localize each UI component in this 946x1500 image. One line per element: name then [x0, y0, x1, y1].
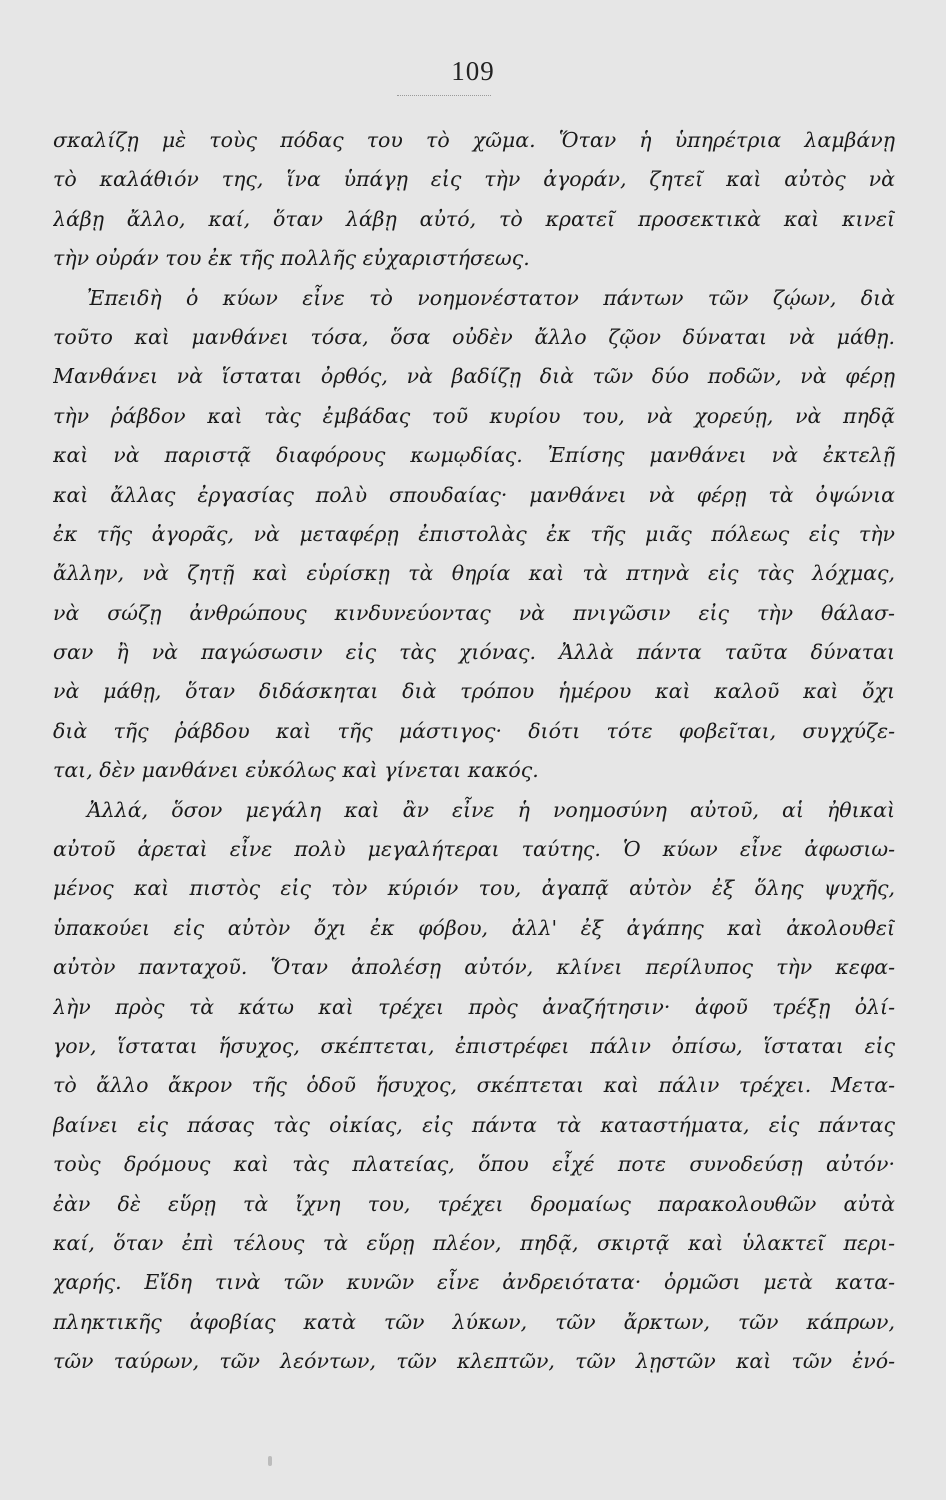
page-number: 109	[451, 56, 495, 86]
print-speck	[268, 1456, 272, 1466]
text-line: λὴν πρὸς τὰ κάτω καὶ τρέχει πρὸς ἀναζήτησιν· ἀφοῦ τρέξῃ ὀλί-	[53, 994, 895, 1019]
text-line: τὸ ἄλλο ἄκρον τῆς ὁδοῦ ἥσυχος, σκέπτεται καὶ πάλιν τρέχει. Μετα-	[53, 1073, 895, 1098]
text-line: ἄλλην, νὰ ζητῇ καὶ εὑρίσκῃ τὰ θηρία καὶ τὰ πτηνὰ εἰς τὰς λόχμας,	[53, 561, 895, 586]
text-line: νὰ μάθῃ, ὅταν διδάσκηται διὰ τρόπου ἡμέρου καὶ καλοῦ καὶ ὄχι	[53, 679, 895, 704]
text-line: τὴν ῥάβδον καὶ τὰς ἐμβάδας τοῦ κυρίου του, νὰ χορεύῃ, νὰ πηδᾷ	[53, 403, 895, 428]
text-line: ται, δὲν μανθάνει εὐκόλως καὶ γίνεται κακός.	[53, 758, 539, 783]
text-line: ἐκ τῆς ἀγορᾶς, νὰ μεταφέρῃ ἐπιστολὰς ἐκ τῆς μιᾶς πόλεως εἰς τὴν	[53, 521, 895, 546]
body-text	[53, 121, 895, 1382]
text-line: μένος καὶ πιστὸς εἰς τὸν κύριόν του, ἀγαπᾷ αὐτὸν ἐξ ὅλης ψυχῆς,	[53, 876, 895, 901]
text-line: σαν ἢ νὰ παγώσωσιν εἰς τὰς χιόνας. Ἀλλὰ πάντα ταῦτα δύναται	[53, 640, 895, 665]
text-line: γον, ἵσταται ἥσυχος, σκέπτεται, ἐπιστρέφει πάλιν ὀπίσω, ἵσταται εἰς	[53, 1033, 895, 1058]
text-line: νὰ σώζῃ ἀνθρώπους κινδυνεύοντας νὰ πνιγῶσιν εἰς τὴν θάλασ-	[53, 600, 895, 625]
text-line: ὑπακούει εἰς αὐτὸν ὄχι ἐκ φόβου, ἀλλ' ἐξ ἀγάπης καὶ ἀκολουθεῖ	[53, 915, 895, 940]
text-line: διὰ τῆς ῥάβδου καὶ τῆς μάστιγος· διότι τότε φοβεῖται, συγχύζε-	[53, 718, 895, 743]
paragraph-start-line: Ἐπειδὴ ὁ κύων εἶνε τὸ νοημονέστατον πάντων τῶν ζῴων, διὰ	[87, 285, 895, 310]
text-line: βαίνει εἰς πάσας τὰς οἰκίας, εἰς πάντα τὰ καταστήματα, εἰς πάντας	[53, 1112, 895, 1137]
text-line: καὶ ἄλλας ἐργασίας πολὺ σπουδαίας· μανθάνει νὰ φέρῃ τὰ ὀψώνια	[53, 482, 895, 507]
text-line: πληκτικῆς ἀφοβίας κατὰ τῶν λύκων, τῶν ἄρκτων, τῶν κάπρων,	[53, 1309, 895, 1334]
paragraph-start-line: Ἀλλά, ὅσον μεγάλη καὶ ἂν εἶνε ἡ νοημοσύνη αὐτοῦ, αἱ ἠθικαὶ	[87, 797, 895, 822]
header-rule	[397, 95, 491, 96]
text-line: καὶ νὰ παριστᾷ διαφόρους κωμῳδίας. Ἐπίσης μανθάνει νὰ ἐκτελῇ	[53, 443, 895, 468]
text-line: ἐὰν δὲ εὕρῃ τὰ ἴχνη του, τρέχει δρομαίως παρακολουθῶν αὐτὰ	[53, 1191, 895, 1216]
text-line: τὸ καλάθιόν της, ἵνα ὑπάγῃ εἰς τὴν ἀγοράν, ζητεῖ καὶ αὐτὸς νὰ	[53, 167, 895, 192]
text-line: τῶν ταύρων, τῶν λεόντων, τῶν κλεπτῶν, τῶν λῃστῶν καὶ τῶν ἐνό-	[53, 1349, 895, 1374]
text-line: Μανθάνει νὰ ἵσταται ὀρθός, νὰ βαδίζῃ διὰ τῶν δύο ποδῶν, νὰ φέρῃ	[53, 364, 895, 389]
text-line: χαρής. Εἴδη τινὰ τῶν κυνῶν εἶνε ἀνδρειότατα· ὁρμῶσι μετὰ κατα-	[53, 1270, 895, 1295]
text-line: τὴν οὐράν του ἐκ τῆς πολλῆς εὐχαριστήσεως.	[53, 246, 530, 271]
text-line: καί, ὅταν ἐπὶ τέλους τὰ εὕρῃ πλέον, πηδᾷ, σκιρτᾷ καὶ ὑλακτεῖ περι-	[53, 1230, 895, 1255]
text-line: τοὺς δρόμους καὶ τὰς πλατείας, ὅπου εἶχέ ποτε συνοδεύσῃ αὐτόν·	[53, 1152, 895, 1177]
text-line: τοῦτο καὶ μανθάνει τόσα, ὅσα οὐδὲν ἄλλο ζῷον δύναται νὰ μάθῃ.	[53, 324, 895, 349]
text-line: λάβῃ ἄλλο, καί, ὅταν λάβῃ αὐτό, τὸ κρατεῖ προσεκτικὰ καὶ κινεῖ	[53, 206, 895, 231]
text-line: αὐτοῦ ἀρεταὶ εἶνε πολὺ μεγαλήτεραι ταύτης. Ὁ κύων εἶνε ἀφωσιω-	[53, 837, 895, 862]
text-line: αὐτὸν πανταχοῦ. Ὅταν ἀπολέσῃ αὐτόν, κλίνει περίλυπος τὴν κεφα-	[53, 955, 895, 980]
text-line: σκαλίζῃ μὲ τοὺς πόδας του τὸ χῶμα. Ὅταν ἡ ὑπηρέτρια λαμβάνῃ	[53, 128, 895, 152]
